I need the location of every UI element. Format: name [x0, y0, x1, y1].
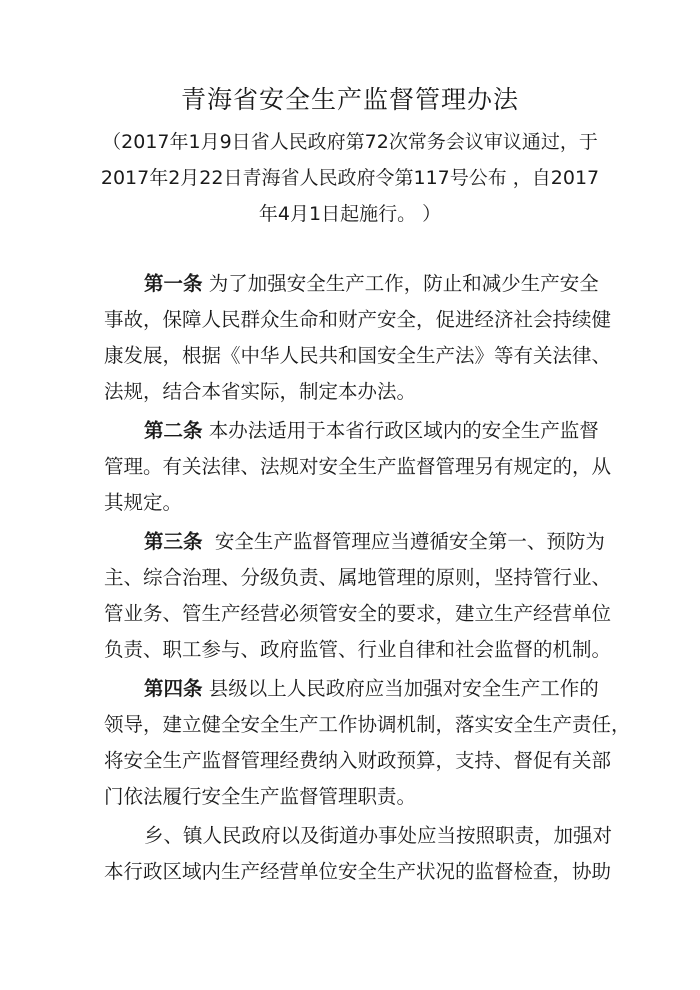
- subtitle-line: （2017年1月9日省人民政府第72次常务会议审议通过，于: [102, 131, 598, 153]
- article-4-line: 门依法履行安全生产监督管理职责。: [104, 785, 417, 808]
- subtitle-line: 2017年2月22日青海省人民政府令第117号公布 ，自2017: [100, 167, 600, 189]
- article-3-text: 安全生产监督管理应当遵循安全第一、预防为: [202, 530, 605, 553]
- article-1-line: 事故，保障人民群众生命和财产安全，促进经济社会持续健: [104, 308, 612, 331]
- article-4-first-line: [144, 671, 599, 707]
- article-2-text: 本办法适用于本省行政区域内的安全生产监督: [202, 419, 599, 442]
- article-4-line: 将安全生产监督管理经费纳入财政预算，支持、督促有关部: [104, 749, 612, 772]
- article-3-line: 主、综合治理、分级负责、属地管理的原则，坚持管行业、: [104, 566, 612, 589]
- article-2-line: 管理。有关法律、法规对安全生产监督管理另有规定的，从: [104, 455, 612, 478]
- article-2-line: 其规定。: [104, 491, 183, 514]
- article-1-first-line: [144, 266, 599, 302]
- subtitle-line: 年4月1日起施行。 ）: [258, 203, 442, 225]
- article-4-paragraph-2-line: 本行政区域内生产经营单位安全生产状况的监督检查，协助: [104, 860, 612, 883]
- article-1-line: 法规，结合本省实际，制定本办法。: [104, 380, 417, 403]
- article-4-paragraph-2-first-line: 乡、镇人民政府以及街道办事处应当按照职责，加强对: [144, 824, 613, 847]
- article-4-line: 领导，建立健全安全生产工作协调机制，落实安全生产责任，: [104, 713, 631, 736]
- article-4-text: 县级以上人民政府应当加强对安全生产工作的: [202, 677, 599, 700]
- article-2-first-line: [144, 413, 599, 449]
- article-3-line: 管业务、管生产经营必须管安全的要求，建立生产经营单位: [104, 602, 612, 625]
- article-1-text: 为了加强安全生产工作，防止和减少生产安全: [202, 272, 599, 295]
- article-1-label: 第一条: [144, 272, 203, 295]
- article-1-line: 康发展，根据《中华人民共和国安全生产法》等有关法律、: [104, 344, 612, 367]
- article-4-label: 第四条: [144, 677, 203, 700]
- article-3-label: 第三条: [144, 530, 203, 553]
- article-3-line: 负责、职工参与、政府监管、行业自律和社会监督的机制。: [104, 638, 612, 661]
- document-title: 青海省安全生产监督管理办法: [180, 85, 519, 114]
- article-2-label: 第二条: [144, 419, 203, 442]
- article-3-first-line: [144, 524, 605, 560]
